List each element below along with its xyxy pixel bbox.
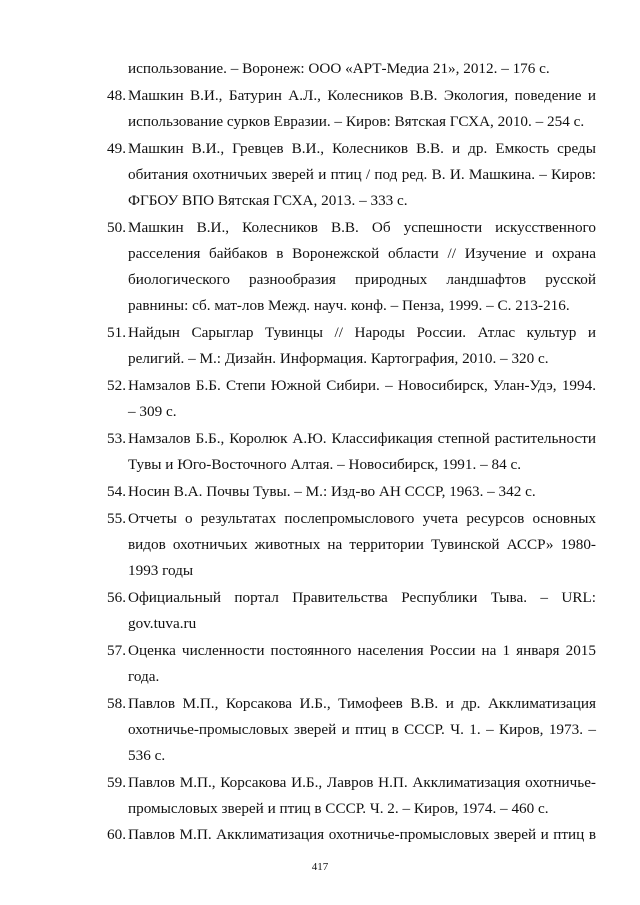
- bibliography-entry-number: 55.: [107, 510, 126, 527]
- bibliography-entry-number: 57.: [107, 642, 126, 659]
- bibliography-entry-number: 50.: [107, 219, 126, 236]
- bibliography-entry-line: биологического разнообразия природных ландшафтов русской: [128, 271, 596, 288]
- bibliography-entry-number: 59.: [107, 774, 126, 791]
- bibliography-entry-line: gov.tuva.ru: [128, 615, 197, 632]
- bibliography-entry-line: промысловых зверей и птиц в СССР. Ч. 2. – Киров, 1974. – 460 с.: [128, 800, 549, 817]
- bibliography-entry-line: – 309 с.: [128, 403, 177, 420]
- bibliography-entry-line: Павлов М.П., Корсакова И.Б., Лавров Н.П. Акклиматизация охотничье-: [128, 774, 596, 791]
- bibliography-entry-number: 54.: [107, 483, 126, 500]
- bibliography-entry-number: 51.: [107, 324, 126, 341]
- bibliography-entry-line: Официальный портал Правительства Республики Тыва. – URL:: [128, 589, 596, 606]
- bibliography-entry-line: Намзалов Б.Б., Королюк А.Ю. Классификация степной растительности: [128, 430, 596, 447]
- bibliography-entry-line: охотничье-промысловых зверей и птиц в СССР. Ч. 1. – Киров, 1973. –: [128, 721, 596, 738]
- page-number: 417: [311, 861, 329, 873]
- bibliography-entry-line: расселения байбаков в Воронежской области // Изучение и охрана: [128, 245, 596, 262]
- bibliography-entry-line: 1993 годы: [128, 562, 194, 579]
- bibliography-entry-number: 56.: [107, 589, 126, 606]
- bibliography-entry-line: Павлов М.П., Корсакова И.Б., Тимофеев В.В. и др. Акклиматизация: [128, 695, 596, 712]
- bibliography-entry-number: 53.: [107, 430, 126, 447]
- bibliography-entry-line: видов охотничьих животных на территории Тувинской АССР» 1980-: [128, 536, 596, 553]
- bibliography-entry-line: Павлов М.П. Акклиматизация охотничье-промысловых зверей и птиц в: [128, 826, 596, 843]
- bibliography-entry-number: 52.: [107, 377, 126, 394]
- bibliography-entry-line: использование сурков Евразии. – Киров: Вятская ГСХА, 2010. – 254 с.: [128, 113, 585, 130]
- bibliography-entry-line: Оценка численности постоянного населения России на 1 января 2015: [128, 642, 596, 659]
- bibliography-entry-line: Найдын Сарыглар Тувинцы // Народы России. Атлас культур и: [128, 324, 596, 341]
- bibliography-entry-line: Машкин В.И., Колесников В.В. Об успешности искусственного: [128, 219, 596, 236]
- bibliography-entry-number: 58.: [107, 695, 126, 712]
- bibliography-entry-line: Машкин В.И., Гревцев В.И., Колесников В.В. и др. Емкость среды: [128, 140, 596, 157]
- bibliography-entry-line: религий. – М.: Дизайн. Информация. Картография, 2010. – 320 с.: [128, 350, 549, 367]
- bibliography-entry-line: обитания охотничьих зверей и птиц / под ред. В. И. Машкина. – Киров:: [128, 166, 596, 183]
- bibliography-entry-line: Машкин В.И., Батурин А.Л., Колесников В.В. Экология, поведение и: [128, 87, 596, 104]
- bibliography-entry-line: Носин В.А. Почвы Тувы. – М.: Изд-во АН СССР, 1963. – 342 с.: [128, 483, 536, 500]
- bibliography-entry-line: ФГБОУ ВПО Вятская ГСХА, 2013. – 333 с.: [128, 192, 408, 209]
- bibliography-entry-number: 60.: [107, 826, 126, 843]
- bibliography-entry-number: 49.: [107, 140, 126, 157]
- bibliography-entry-line: 536 с.: [128, 747, 166, 764]
- bibliography-entry-line: Отчеты о результатах послепромыслового учета ресурсов основных: [128, 510, 596, 527]
- bibliography-entry-line: года.: [128, 668, 160, 685]
- bibliography-entry-line: равнины: сб. мат-лов Межд. науч. конф. – Пенза, 1999. – С. 213-216.: [128, 297, 570, 314]
- bibliography-continuation-line: использование. – Воронеж: ООО «АРТ-Медиа 21», 2012. – 176 с.: [128, 60, 550, 77]
- bibliography-entry-line: Намзалов Б.Б. Степи Южной Сибири. – Новосибирск, Улан-Удэ, 1994.: [128, 377, 596, 394]
- bibliography-entry-line: Тувы и Юго-Восточного Алтая. – Новосибирск, 1991. – 84 с.: [128, 456, 521, 473]
- bibliography-entry-number: 48.: [107, 87, 126, 104]
